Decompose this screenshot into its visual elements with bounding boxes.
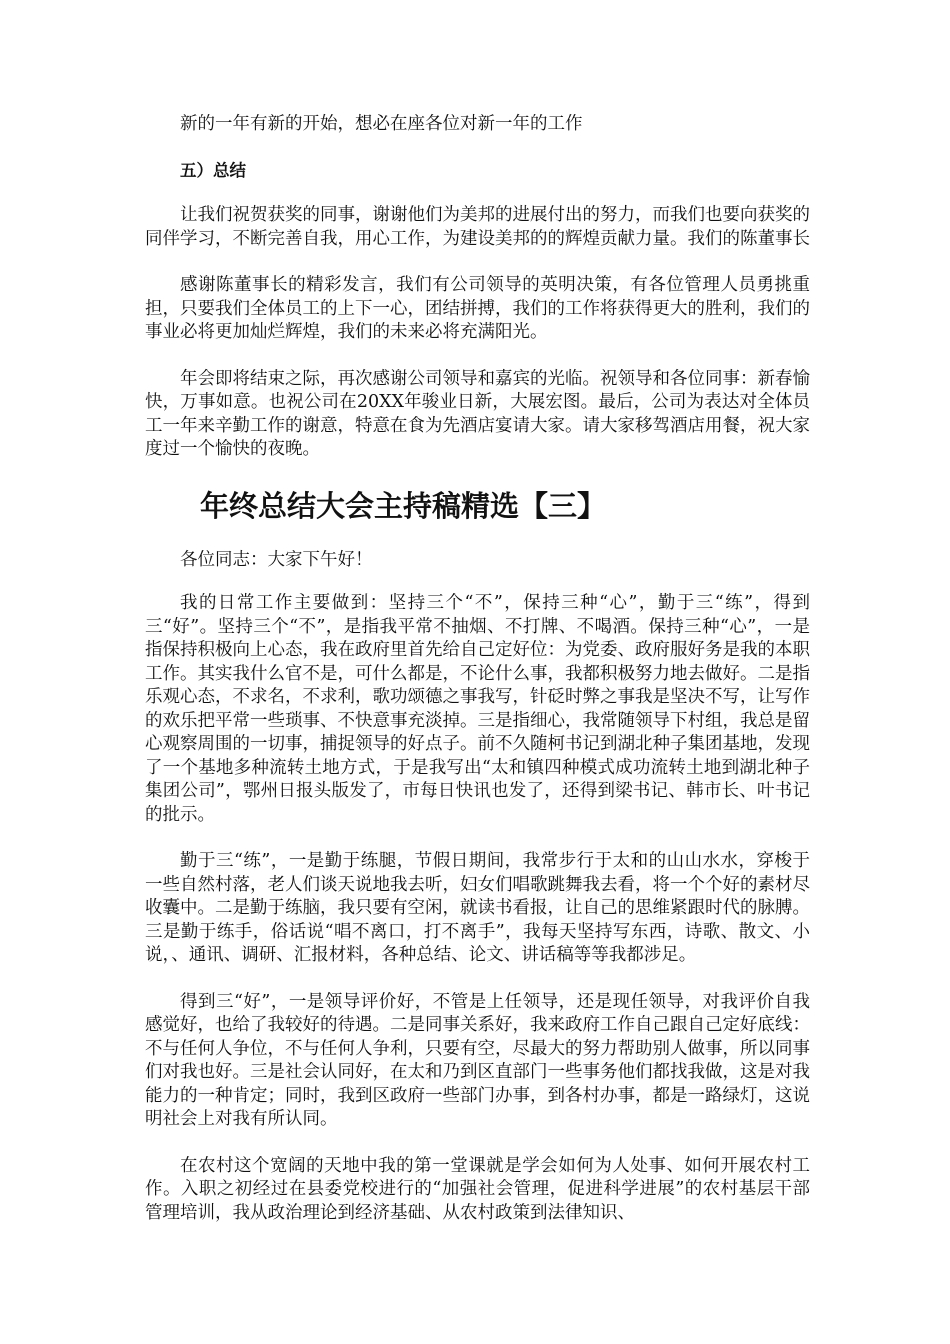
- greeting: 各位同志：大家下午好！: [180, 549, 373, 570]
- paragraph: 勤于三“练”，一是勤于练腿，节假日期间，我常步行于太和的山山水水，穿梭于一些自然村落，老人们谈天说地我去听，妇女们唱歌跳舞我去看，将一个个好的素材尽收囊中。二是勤于练脑，我只要有空闲，就读书看报，让自己的思维紧跟时代的脉膊。三是勤于练手，俗话说“唱不离口，打不离手”，我每天坚持写东西，诗歌、散文、小说，、通讯、调研、汇报材料，各种总结、论文、讲话稿等等我都涉足。: [145, 851, 810, 965]
- paragraph: 感谢陈董事长的精彩发言，我们有公司领导的英明决策，有各位管理人员勇挑重担，只要我们全体员工的上下一心，团结拼搏，我们的工作将获得更大的胜利，我们的事业必将更加灿烂辉煌，我们的未来必将充满阳光。: [145, 275, 810, 342]
- main-heading: 年终总结大会主持稿精选【三】: [200, 488, 607, 523]
- paragraph: 得到三“好”，一是领导评价好，不管是上任领导，还是现任领导，对我评价自我感觉好，也给了我较好的待遇。二是同事关系好，我来政府工作自己跟自己定好底线：不与任何人争位，不与任何人争利，只要有空，尽最大的努力帮助别人做事，所以同事们对我也好。三是社会认同好，在太和乃到区直部门一些事务他们都找我做，这是对我能力的一种肯定；同时，我到区政府一些部门办事，到各村办事，都是一路绿灯，这说明社会上对我有所认同。: [145, 991, 810, 1129]
- document-page: [145, 113, 810, 1248]
- section-heading-summary: 五）总结: [180, 160, 246, 180]
- paragraph: 年会即将结束之际，再次感谢公司领导和嘉宾的光临。祝领导和各位同事：新春愉快，万事如意。也祝公司在20XX年骏业日新，大展宏图。最后，公司为表达对全体员工一年来辛勤工作的谢意，特意在食为先酒店宴请大家。请大家移驾酒店用餐，祝大家度过一个愉快的夜晚。: [145, 368, 810, 459]
- paragraph: 让我们祝贺获奖的同事，谢谢他们为美邦的进展付出的努力，而我们也要向获奖的同伴学习，不断完善自我，用心工作，为建设美邦的的辉煌贡献力量。我们的陈董事长: [145, 205, 810, 249]
- paragraph: 我的日常工作主要做到：坚持三个“不”，保持三种“心”，勤于三“练”，得到三“好”。坚持三个“不”，是指我平常不抽烟、不打牌、不喝酒。保持三种“心”，一是指保持积极向上心态，我在政府里首先给自己定好位：为党委、政府服好务是我的本职工作。其实我什么官不是，可什么都是，不论什么事，我都积极努力地去做好。二是指乐观心态，不求名，不求利，歌功颂德之事我写，针砭时弊之事我是坚决不写，让写作的欢乐把平常一些琐事、不快意事充淡掉。三是指细心，我常随领导下村组，我总是留心观察周围的一切事，捕捉领导的好点子。前不久随柯书记到湖北种子集团基地，发现了一个基地多种流转土地方式，于是我写出“太和镇四种模式成功流转土地到湖北种子集团公司”，鄂州日报头版发了，市每日快讯也发了，还得到梁书记、韩市长、叶书记的批示。: [145, 593, 810, 825]
- paragraph: 在农村这个宽阔的天地中我的第一堂课就是学会如何为人处事、如何开展农村工作。入职之初经过在县委党校进行的“加强社会管理，促进科学进展”的农村基层干部管理培训，我从政治理论到经济基础、从农村政策到法律知识、: [145, 1155, 810, 1223]
- intro-line: 新的一年有新的开始，想必在座各位对新一年的工作: [180, 114, 583, 134]
